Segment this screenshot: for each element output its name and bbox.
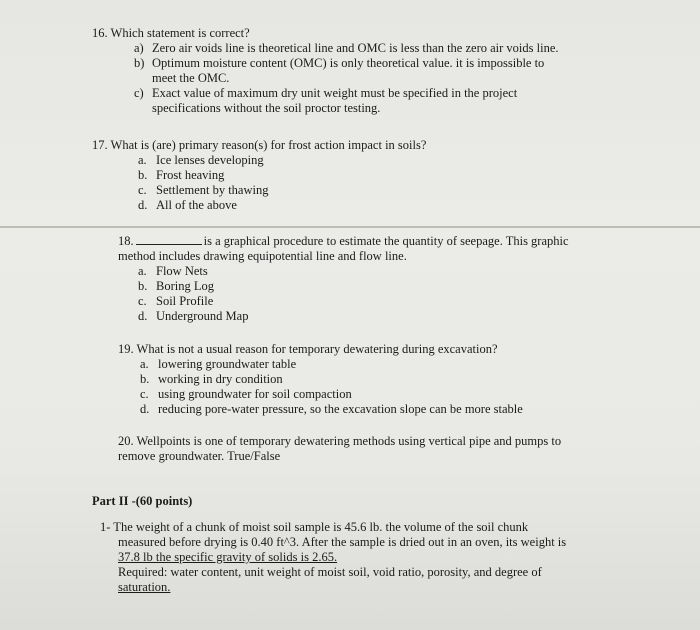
question-19-option-c bbox=[140, 387, 698, 402]
option-text: Zero air voids line is theoretical line and OMC is less than the zero air voids line. bbox=[152, 41, 559, 55]
question-16 bbox=[92, 26, 692, 116]
question-17-option-b bbox=[138, 168, 692, 183]
question-16-option-b-continued: meet the OMC. bbox=[152, 71, 230, 85]
question-19-stem: 19. What is not a usual reason for temporary dewatering during excavation? bbox=[118, 342, 498, 356]
problem-1-line5: saturation. bbox=[118, 580, 171, 594]
option-text: reducing pore-water pressure, so the excavation slope can be more stable bbox=[158, 402, 523, 416]
part-2-heading: Part II -(60 points) bbox=[92, 494, 193, 508]
option-label: a. bbox=[140, 357, 149, 371]
option-text: lowering groundwater table bbox=[158, 357, 297, 371]
question-19 bbox=[118, 342, 698, 417]
option-label: b. bbox=[138, 168, 148, 182]
option-label: a. bbox=[138, 264, 147, 278]
question-16-option-c bbox=[134, 86, 692, 101]
question-20-line2: remove groundwater. True/False bbox=[118, 449, 281, 463]
question-16-stem: 16. Which statement is correct? bbox=[92, 26, 250, 40]
question-19-option-b bbox=[140, 372, 698, 387]
option-text: using groundwater for soil compaction bbox=[158, 387, 352, 401]
question-16-option-a bbox=[134, 41, 692, 56]
question-18-option-b bbox=[138, 279, 692, 294]
question-16-option-c-continued: specifications without the soil proctor testing. bbox=[152, 101, 381, 115]
option-text: Optimum moisture content (OMC) is only theoretical value. it is impossible to bbox=[152, 56, 545, 70]
option-text: Soil Profile bbox=[156, 294, 214, 308]
option-text: Ice lenses developing bbox=[156, 153, 264, 167]
option-text: Settlement by thawing bbox=[156, 183, 269, 197]
option-text: All of the above bbox=[156, 198, 237, 212]
option-label: c. bbox=[138, 183, 147, 197]
option-label: a. bbox=[138, 153, 147, 167]
question-18 bbox=[92, 234, 692, 324]
question-18-stem-text: is a graphical procedure to estimate the quantity of seepage. This graphic bbox=[203, 234, 569, 248]
option-label: c) bbox=[134, 86, 144, 100]
question-18-option-d bbox=[138, 309, 692, 324]
question-18-number: 18. bbox=[118, 234, 134, 248]
problem-1-line4: Required: water content, unit weight of moist soil, void ratio, porosity, and degree of bbox=[118, 565, 542, 579]
option-label: d. bbox=[138, 198, 148, 212]
question-17-option-d bbox=[138, 198, 692, 213]
problem-1-line1: 1- The weight of a chunk of moist soil sample is 45.6 lb. the volume of the soil chunk bbox=[100, 520, 529, 534]
question-17-option-a bbox=[138, 153, 692, 168]
option-text: Exact value of maximum dry unit weight must be specified in the project bbox=[152, 86, 518, 100]
question-19-option-d bbox=[140, 402, 698, 417]
option-text: Flow Nets bbox=[156, 264, 208, 278]
question-18-option-a bbox=[138, 264, 692, 279]
question-18-option-c bbox=[138, 294, 692, 309]
question-17 bbox=[92, 138, 692, 213]
question-20-line1: 20. Wellpoints is one of temporary dewatering methods using vertical pipe and pumps to bbox=[118, 434, 562, 448]
part-2-problem-1 bbox=[100, 520, 696, 595]
option-text: Underground Map bbox=[156, 309, 249, 323]
question-20 bbox=[118, 434, 698, 464]
option-label: c. bbox=[140, 387, 149, 401]
page-divider bbox=[0, 226, 700, 228]
problem-1-line3: 37.8 lb the specific gravity of solids is 2.65. bbox=[118, 550, 338, 564]
option-label: b. bbox=[140, 372, 150, 386]
option-label: b) bbox=[134, 56, 145, 70]
question-17-stem: 17. What is (are) primary reason(s) for frost action impact in soils? bbox=[92, 138, 427, 152]
option-label: b. bbox=[138, 279, 148, 293]
problem-1-line2: measured before drying is 0.40 ft^3. After the sample is dried out in an oven, its weight is bbox=[118, 535, 567, 549]
question-19-option-a bbox=[140, 357, 698, 372]
option-text: Boring Log bbox=[156, 279, 214, 293]
option-label: d. bbox=[138, 309, 148, 323]
option-text: working in dry condition bbox=[158, 372, 283, 386]
question-18-stem bbox=[92, 234, 692, 249]
question-17-option-c bbox=[138, 183, 692, 198]
answer-blank bbox=[136, 234, 202, 245]
option-label: c. bbox=[138, 294, 147, 308]
question-16-option-b bbox=[134, 56, 692, 71]
question-18-stem-line2: method includes drawing equipotential line and flow line. bbox=[118, 249, 407, 263]
option-label: d. bbox=[140, 402, 150, 416]
option-text: Frost heaving bbox=[156, 168, 225, 182]
option-label: a) bbox=[134, 41, 144, 55]
